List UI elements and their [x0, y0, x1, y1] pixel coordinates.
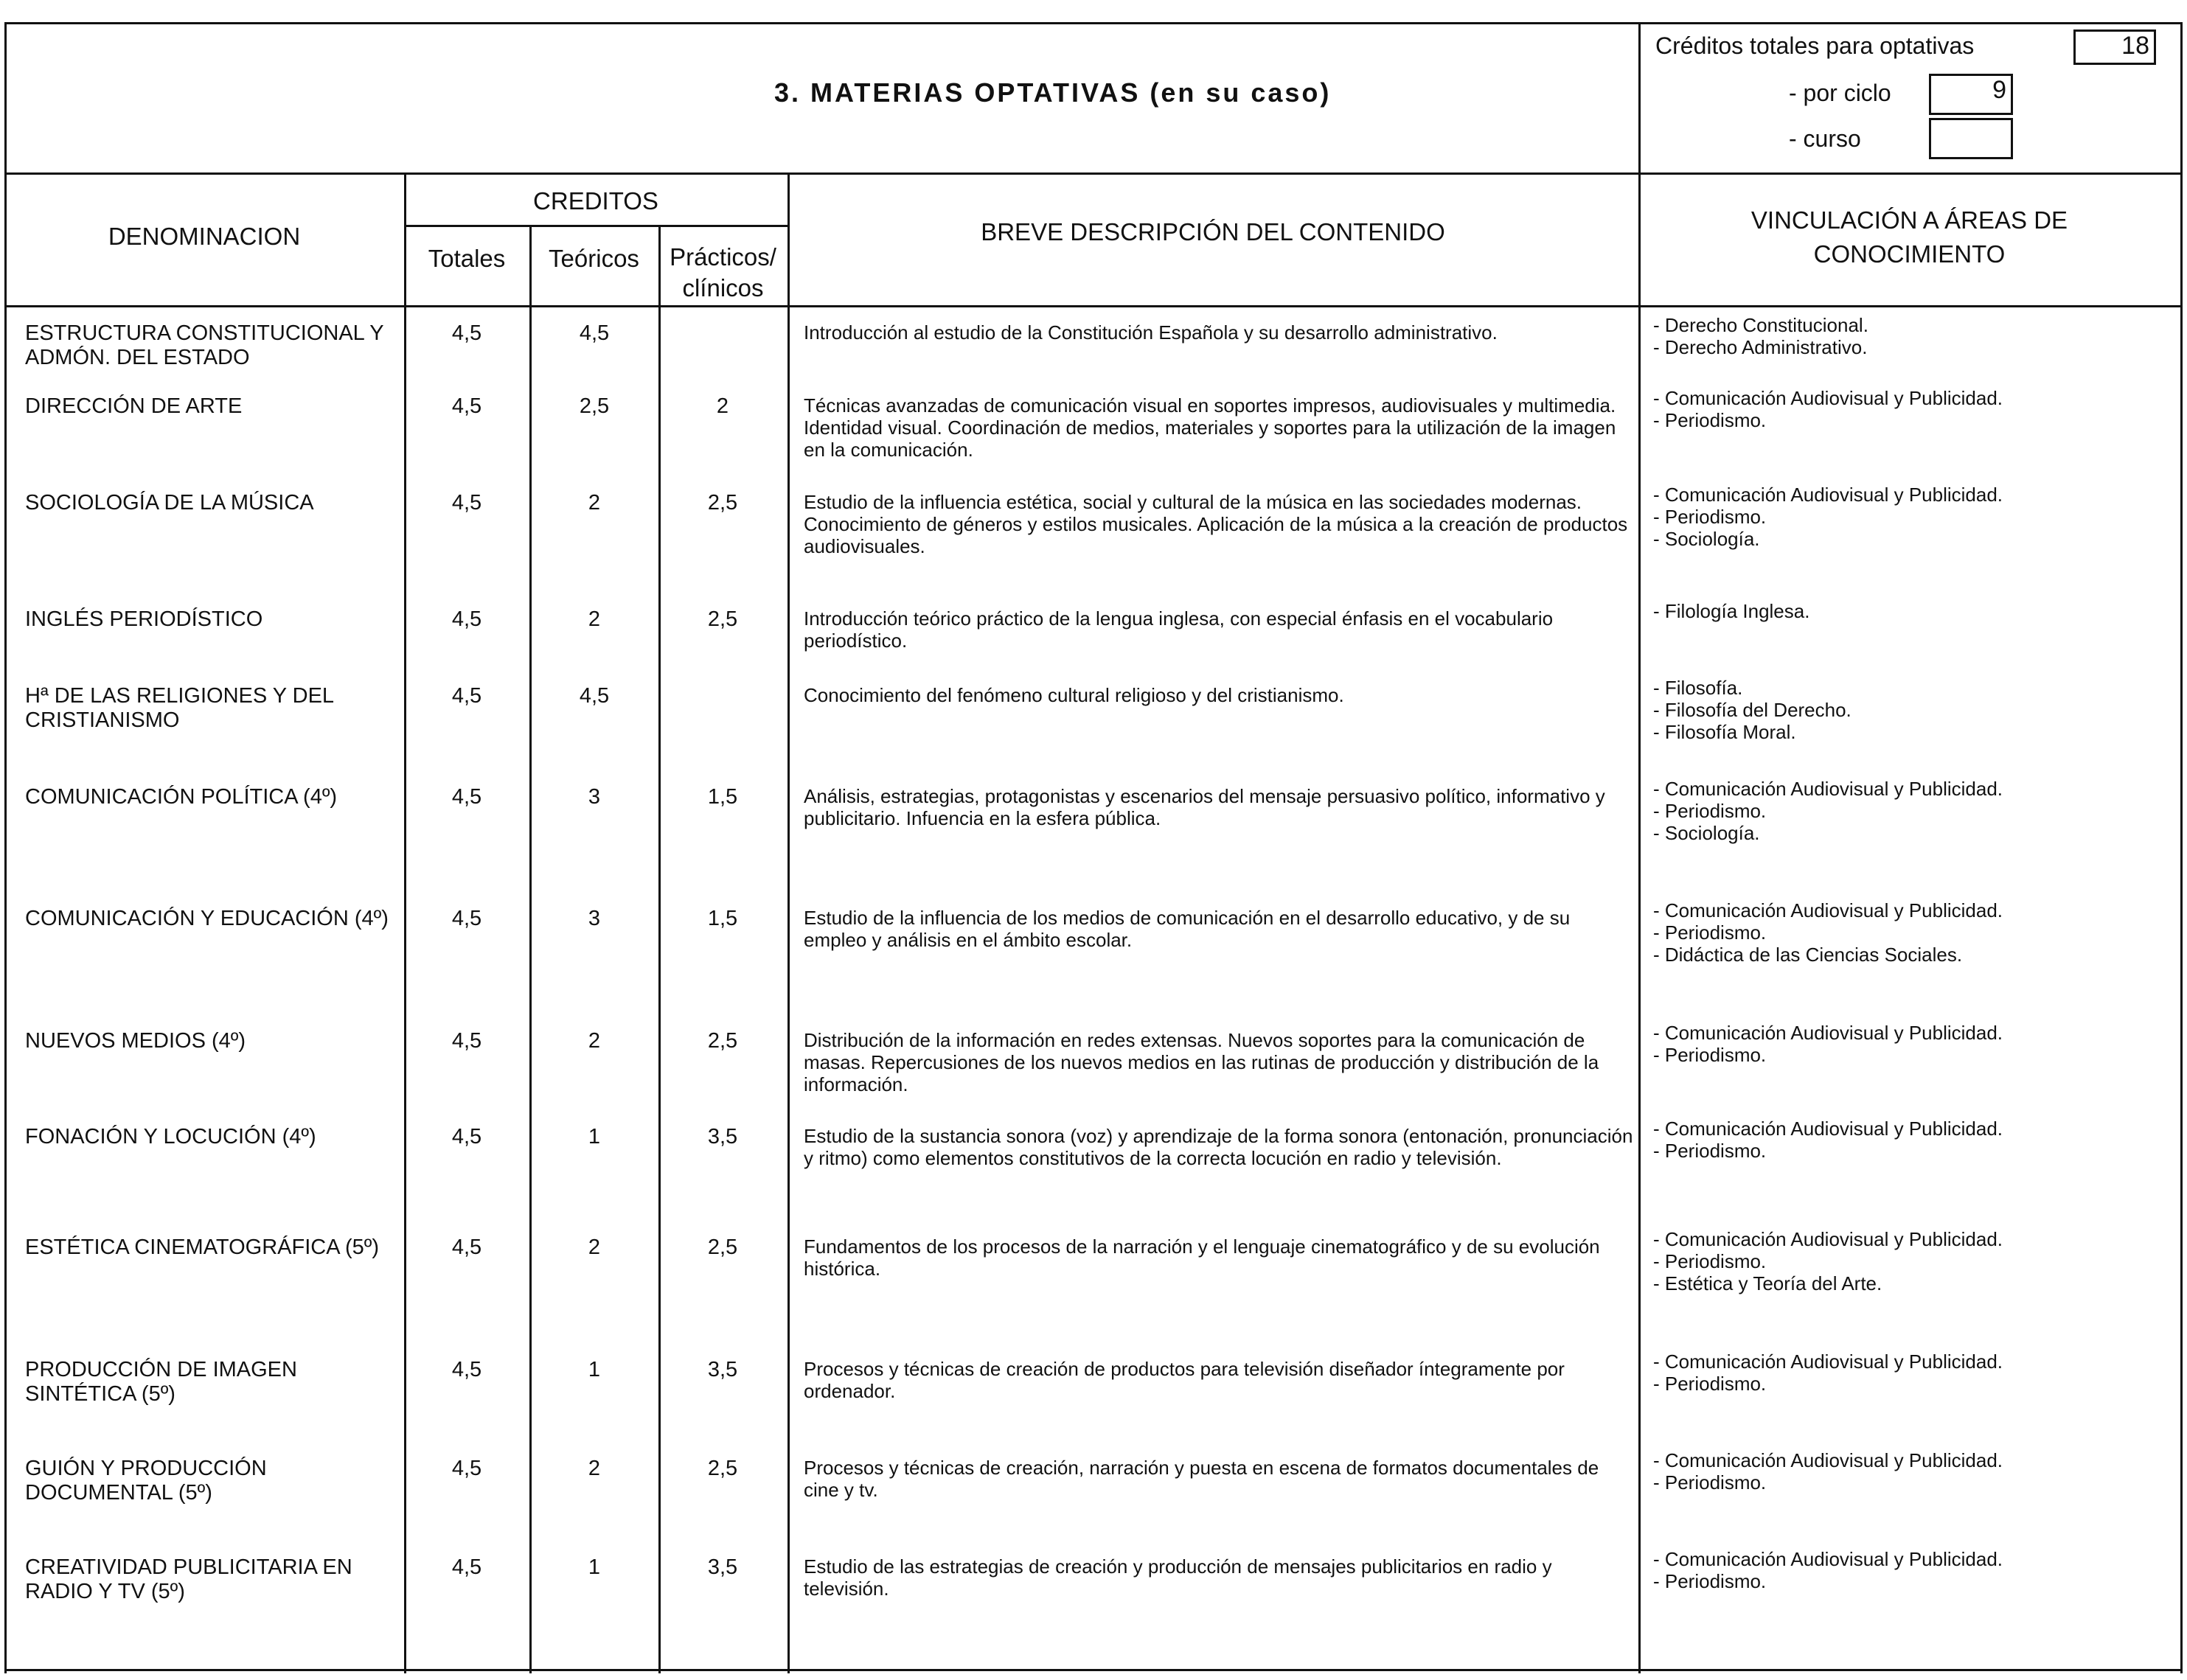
course-name: INGLÉS PERIODÍSTICO — [25, 607, 263, 631]
course-name: Hª DE LAS RELIGIONES Y DEL CRISTIANISMO — [25, 684, 333, 732]
course-name: ESTRUCTURA CONSTITUCIONAL Y ADMÓN. DEL ESTADO — [25, 321, 384, 369]
totales-header: Totales — [428, 245, 506, 272]
creditos-teoricos-cell: 4,5 — [579, 684, 610, 708]
knowledge-area-item: - Derecho Constitucional. — [1653, 314, 1868, 336]
creditos-practicos-cell: 2,5 — [707, 1457, 738, 1480]
course-name: COMUNICACIÓN Y EDUCACIÓN (4º) — [25, 907, 389, 930]
course-name: COMUNICACIÓN POLÍTICA (4º) — [25, 785, 338, 809]
creditos-teoricos-cell: 2 — [588, 491, 601, 515]
creditos-totales-box: 18 — [2073, 29, 2156, 65]
column-header-bottom-border — [4, 305, 2183, 307]
por-ciclo-box: 9 — [1929, 74, 2013, 115]
creditos-practicos-cell: 3,5 — [707, 1358, 738, 1381]
knowledge-areas-list — [1653, 1118, 2066, 1162]
denominacion-header: DENOMINACION — [108, 223, 301, 250]
table-left-border — [4, 22, 7, 1673]
knowledge-area-item: - Comunicación Audiovisual y Publicidad. — [1653, 1548, 2003, 1570]
creditos-subheader-line — [404, 225, 787, 227]
course-description: Conocimiento del fenómeno cultural religioso y del cristianismo. — [804, 684, 1344, 706]
creditos-totales-cell: 4,5 — [451, 607, 482, 631]
por-ciclo-label: - por ciclo — [1789, 80, 1891, 106]
knowledge-area-item: - Estética y Teoría del Arte. — [1653, 1272, 1882, 1294]
knowledge-area-item: - Sociología. — [1653, 528, 1760, 550]
creditos-teoricos-cell: 1 — [588, 1555, 601, 1579]
knowledge-area-item: - Periodismo. — [1653, 409, 1767, 431]
knowledge-areas-list — [1653, 1228, 2066, 1294]
course-description: Estudio de la influencia de los medios de comunicación en el desarrollo educativo, y de su empleo y análisis en el ámbito escolar. — [804, 907, 1571, 951]
creditos-teoricos-cell: 2 — [588, 1457, 601, 1480]
knowledge-areas-list — [1653, 1350, 2066, 1395]
teoricos-header: Teóricos — [549, 245, 639, 272]
creditos-totales-cell: 4,5 — [451, 1555, 482, 1579]
creditos-teoricos-cell: 2 — [588, 1029, 601, 1053]
vinculacion-header-line2: CONOCIMIENTO — [1813, 240, 2006, 268]
knowledge-area-item: - Filosofía del Derecho. — [1653, 699, 1852, 721]
creditos-totales-cell: 4,5 — [451, 321, 482, 345]
creditos-totales-cell: 4,5 — [451, 1457, 482, 1480]
knowledge-area-item: - Periodismo. — [1653, 921, 1767, 944]
knowledge-areas-list — [1653, 314, 2066, 358]
course-description: Estudio de la influencia estética, social y cultural de la música en las sociedades modernas. Conocimiento de géneros y estilos musicales. Aplicación de la música a la creación de productos audiovisuales. — [804, 491, 1628, 557]
table-top-border — [4, 22, 2183, 24]
creditos-teoricos-cell: 2,5 — [579, 394, 610, 418]
creditos-practicos-cell: 2,5 — [707, 607, 738, 631]
course-name: CREATIVIDAD PUBLICITARIA EN RADIO Y TV (5º) — [25, 1555, 352, 1603]
creditos-teoricos-cell: 3 — [588, 785, 601, 809]
knowledge-area-item: - Filosofía Moral. — [1653, 721, 1796, 743]
knowledge-area-item: - Periodismo. — [1653, 1140, 1767, 1162]
knowledge-areas-list — [1653, 600, 2066, 622]
practicos-header-line2: clínicos — [682, 274, 764, 302]
creditos-practicos-cell: 3,5 — [707, 1125, 738, 1149]
course-description: Procesos y técnicas de creación, narración y puesta en escena de formatos documentales de cine y tv. — [804, 1457, 1599, 1501]
vinculacion-header-line1: VINCULACIÓN A ÁREAS DE — [1750, 206, 2068, 234]
creditos-teoricos-cell: 2 — [588, 607, 601, 631]
course-name: GUIÓN Y PRODUCCIÓN DOCUMENTAL (5º) — [25, 1457, 267, 1505]
knowledge-area-item: - Periodismo. — [1653, 1250, 1767, 1272]
course-name: ESTÉTICA CINEMATOGRÁFICA (5º) — [25, 1235, 380, 1259]
knowledge-area-item: - Didáctica de las Ciencias Sociales. — [1653, 944, 1963, 966]
creditos-practicos-cell: 2 — [716, 394, 729, 418]
creditos-column-divider — [787, 172, 790, 1673]
creditos-practicos-cell: 3,5 — [707, 1555, 738, 1579]
creditos-totales-cell: 4,5 — [451, 684, 482, 708]
creditos-teoricos-cell: 3 — [588, 907, 601, 930]
knowledge-area-item: - Periodismo. — [1653, 1044, 1767, 1066]
table-right-border — [2180, 22, 2183, 1673]
course-description: Distribución de la información en redes extensas. Nuevos soportes para la comunicación de masas. Repercusiones de los nuevos medios en las rutinas de producción y distribución de la información. — [804, 1029, 1599, 1095]
knowledge-area-item: - Filología Inglesa. — [1653, 600, 1810, 622]
course-name: FONACIÓN Y LOCUCIÓN (4º) — [25, 1125, 316, 1149]
creditos-totales-cell: 4,5 — [451, 1235, 482, 1259]
creditos-practicos-cell: 1,5 — [707, 907, 738, 930]
knowledge-area-item: - Comunicación Audiovisual y Publicidad. — [1653, 484, 2003, 506]
knowledge-areas-list — [1653, 899, 2066, 966]
creditos-teoricos-cell: 4,5 — [579, 321, 610, 345]
knowledge-areas-list — [1653, 1449, 2066, 1493]
curso-box — [1929, 118, 2013, 159]
course-description: Análisis, estrategias, protagonistas y escenarios del mensaje persuasivo político, informativo y publicitario. Infuencia en la esfera pública. — [804, 785, 1605, 829]
knowledge-area-item: - Periodismo. — [1653, 800, 1767, 822]
creditos-practicos-cell: 2,5 — [707, 491, 738, 515]
knowledge-area-item: - Comunicación Audiovisual y Publicidad. — [1653, 387, 2003, 409]
creditos-teoricos-cell: 2 — [588, 1235, 601, 1259]
creditos-totales-cell: 4,5 — [451, 1029, 482, 1053]
header-bottom-border — [4, 172, 2183, 175]
creditos-teoricos-cell: 1 — [588, 1358, 601, 1381]
knowledge-area-item: - Comunicación Audiovisual y Publicidad. — [1653, 1350, 2003, 1373]
curso-label: - curso — [1789, 125, 1861, 152]
creditos-teoricos-cell: 1 — [588, 1125, 601, 1149]
knowledge-area-item: - Derecho Administrativo. — [1653, 336, 1868, 358]
course-description: Introducción teórico práctico de la lengua inglesa, con especial énfasis en el vocabulario periodístico. — [804, 607, 1554, 652]
practicos-header-line1: Prácticos/ — [670, 243, 776, 271]
course-description: Fundamentos de los procesos de la narración y el lenguaje cinematográfico y de su evolución histórica. — [804, 1235, 1600, 1280]
knowledge-area-item: - Periodismo. — [1653, 506, 1767, 528]
creditos-totales-cell: 4,5 — [451, 1358, 482, 1381]
course-name: SOCIOLOGÍA DE LA MÚSICA — [25, 491, 314, 515]
totales-column-divider — [529, 225, 532, 1673]
creditos-totales-cell: 4,5 — [451, 1125, 482, 1149]
knowledge-area-item: - Periodismo. — [1653, 1471, 1767, 1493]
knowledge-area-item: - Sociología. — [1653, 822, 1760, 844]
knowledge-areas-list — [1653, 677, 2066, 743]
course-description: Introducción al estudio de la Constitución Española y su desarrollo administrativo. — [804, 321, 1498, 344]
creditos-header: CREDITOS — [533, 187, 658, 215]
knowledge-area-item: - Comunicación Audiovisual y Publicidad. — [1653, 1449, 2003, 1471]
table-bottom-border — [4, 1669, 2183, 1671]
course-name: PRODUCCIÓN DE IMAGEN SINTÉTICA (5º) — [25, 1358, 297, 1406]
creditos-totales-cell: 4,5 — [451, 491, 482, 515]
knowledge-area-item: - Periodismo. — [1653, 1570, 1767, 1592]
creditos-practicos-cell: 2,5 — [707, 1235, 738, 1259]
course-name: NUEVOS MEDIOS (4º) — [25, 1029, 246, 1053]
course-description: Técnicas avanzadas de comunicación visual en soportes impresos, audiovisuales y multimedia. Identidad visual. Coordinación de medios, materiales y soportes para la utilización de la imagen en la comunicación. — [804, 394, 1616, 461]
creditos-totales-label: Créditos totales para optativas — [1655, 32, 1975, 59]
knowledge-areas-list — [1653, 778, 2066, 844]
knowledge-area-item: - Comunicación Audiovisual y Publicidad. — [1653, 1022, 2003, 1044]
creditos-practicos-cell: 2,5 — [707, 1029, 738, 1053]
knowledge-area-item: - Comunicación Audiovisual y Publicidad. — [1653, 1228, 2003, 1250]
descripcion-header: BREVE DESCRIPCIÓN DEL CONTENIDO — [981, 218, 1445, 245]
knowledge-area-item: - Periodismo. — [1653, 1373, 1767, 1395]
course-description: Estudio de las estrategias de creación y producción de mensajes publicitarios en radio y televisión. — [804, 1555, 1552, 1600]
knowledge-areas-list — [1653, 1022, 2066, 1066]
knowledge-area-item: - Filosofía. — [1653, 677, 1743, 699]
course-name: DIRECCIÓN DE ARTE — [25, 394, 243, 418]
course-description: Procesos y técnicas de creación de productos para televisión diseñador íntegramente por ordenador. — [804, 1358, 1565, 1402]
course-description: Estudio de la sustancia sonora (voz) y aprendizaje de la forma sonora (entonación, pronunciación y ritmo) como elementos constitutivos de la correcta locución en radio y televisión. — [804, 1125, 1633, 1169]
knowledge-areas-list — [1653, 387, 2066, 431]
creditos-totales-cell: 4,5 — [451, 907, 482, 930]
creditos-practicos-cell: 1,5 — [707, 785, 738, 809]
descripcion-column-divider — [1638, 22, 1641, 1673]
knowledge-areas-list — [1653, 1548, 2066, 1592]
knowledge-area-item: - Comunicación Audiovisual y Publicidad. — [1653, 778, 2003, 800]
creditos-totales-cell: 4,5 — [451, 394, 482, 418]
creditos-totales-cell: 4,5 — [451, 785, 482, 809]
page-title: 3. MATERIAS OPTATIVAS (en su caso) — [774, 77, 1332, 108]
knowledge-areas-list — [1653, 484, 2066, 550]
teoricos-column-divider — [658, 225, 661, 1673]
knowledge-area-item: - Comunicación Audiovisual y Publicidad. — [1653, 899, 2003, 921]
knowledge-area-item: - Comunicación Audiovisual y Publicidad. — [1653, 1118, 2003, 1140]
